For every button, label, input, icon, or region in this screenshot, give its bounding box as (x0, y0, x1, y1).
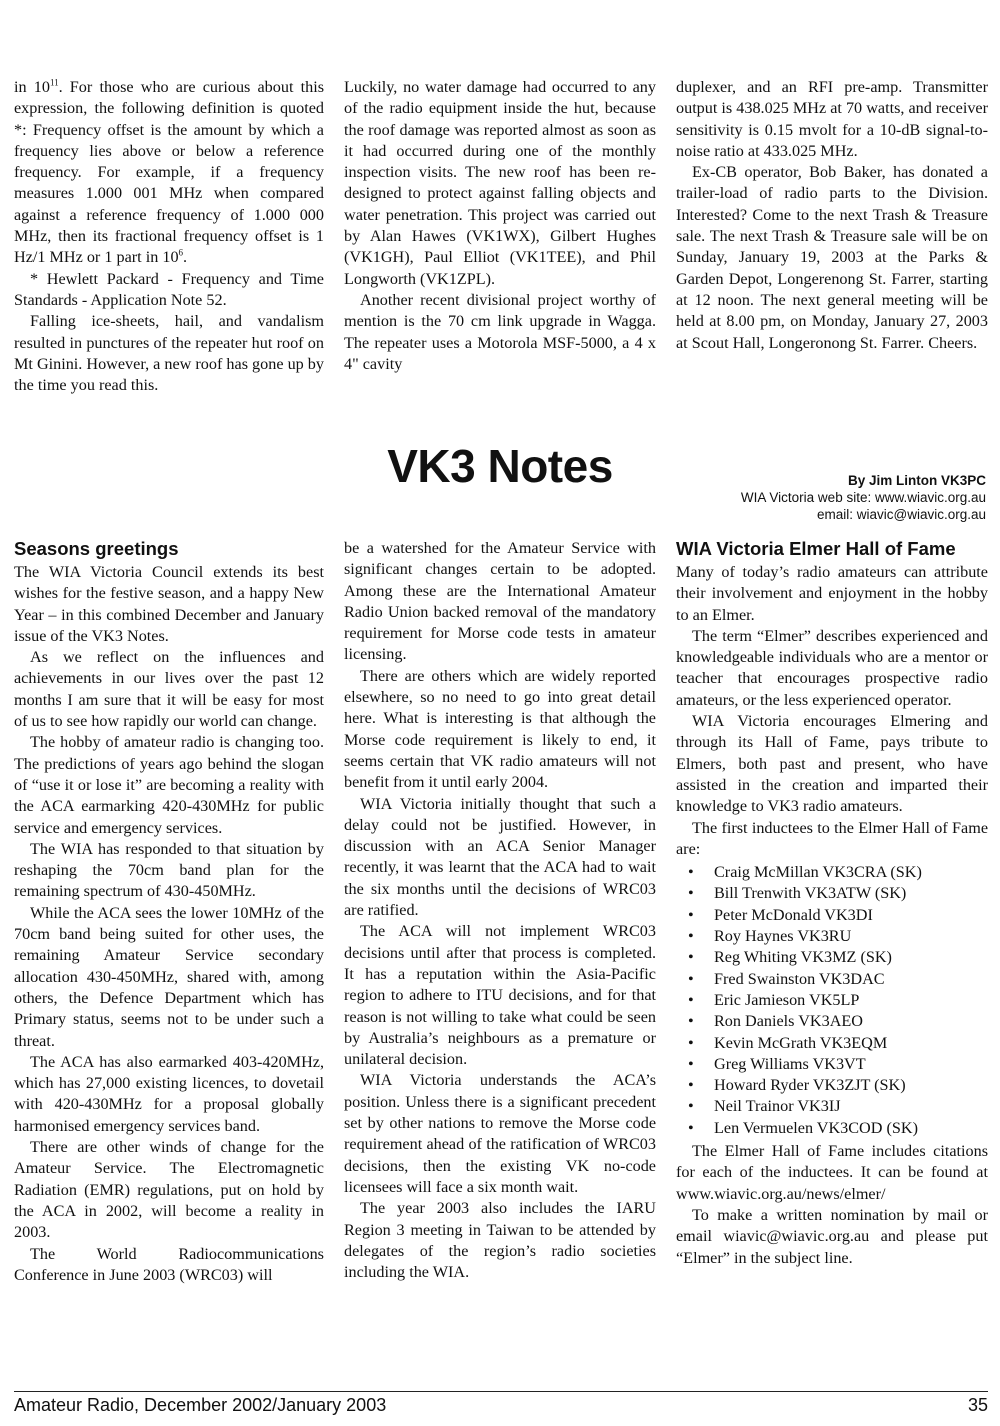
inductee-item (676, 1075, 988, 1096)
paragraph: The ACA has also earmarked 403-420MHz, which has 27,000 existing licences, to dovetail with 420-430MHz for a proposal globally harmonised emergency services band. (14, 1052, 324, 1135)
inductee-item (676, 862, 988, 883)
email-line: email: wiavic@wiavic.org.au (816, 507, 986, 522)
bullet-icon: • (688, 969, 694, 988)
inductee-name: Len Vermuelen VK3COD (SK) (714, 1118, 918, 1137)
bullet-icon: • (688, 1118, 694, 1137)
bullet-icon: • (688, 1054, 694, 1073)
inductee-item (676, 883, 988, 904)
paragraph: The Elmer Hall of Fame includes citations for each of the inductees. It can be found at www.wiavic.org.au/news/elmer/ (676, 1142, 988, 1203)
paragraph: * Hewlett Packard - Frequency and Time Standards - Application Note 52. (14, 269, 324, 309)
inductee-item (676, 1118, 988, 1139)
paragraph: To make a written nomination by mail or email wiavic@wiavic.org.au and please put “Elmer” in the subject line. (676, 1205, 988, 1267)
bullet-icon: • (688, 927, 694, 946)
paragraph: There are others which are widely reported elsewhere, so no need to go into great detail here. What is interesting is that although the Morse code requirement is likely to end, it seems certain that VK radio amateurs will not benefit from it until early 2004. (344, 666, 656, 792)
inductee-item (676, 990, 988, 1011)
footer-rule (14, 1391, 988, 1392)
inductee-name: Kevin McGrath VK3EQM (714, 1033, 888, 1052)
inductee-item (676, 905, 988, 926)
bullet-icon: • (688, 1097, 694, 1116)
inductee-item (676, 1054, 988, 1075)
paragraph: The year 2003 also includes the IARU Region 3 meeting in Taiwan to be attended by delegates of the region’s radio societies including the WIA. (344, 1199, 656, 1282)
paragraph: The WIA has responded to that situation by reshaping the 70cm band plan for the remaining spectrum of 430-450MHz. (14, 839, 324, 901)
paragraph: The term “Elmer” describes experienced and knowledgeable individuals who are a mentor or teacher that encourages prospective radio amateurs, or the less experienced operator. (676, 626, 988, 709)
paragraph: The ACA will not implement WRC03 decisions until after that process is completed. It has a reputation within the Asia-Pacific region to adhere to ITU decisions, and for that reason is not willing to take what could be seen by Australia’s neighbours as a premature or unilateral decision. (344, 922, 656, 1069)
website-line: WIA Victoria web site: www.wiavic.org.au (740, 490, 986, 505)
paragraph: Many of today’s radio amateurs can attribute their involvement and enjoyment in the hobby to an Elmer. (676, 563, 988, 624)
continued-column-3 (676, 77, 988, 354)
inductee-name: Howard Ryder VK3ZJT (SK) (714, 1076, 906, 1095)
section-heading: Seasons greetings (14, 538, 179, 559)
publication-title: Amateur Radio, December 2002/January 2003 (14, 1395, 387, 1415)
article-title: VK3 Notes (387, 440, 613, 492)
inductee-item (676, 1096, 988, 1117)
bullet-icon: • (688, 1033, 694, 1052)
continued-column-1 (14, 77, 324, 396)
inductee-item (676, 969, 988, 990)
paragraph: Falling ice-sheets, hail, and vandalism resulted in punctures of the repeater hut roof on Mt Ginini. However, a new roof has gone up by the time you read this. (14, 312, 324, 395)
bullet-icon: • (688, 990, 694, 1009)
inductee-name: Roy Haynes VK3RU (714, 927, 852, 946)
inductee-item (676, 1033, 988, 1054)
article-column-2 (344, 538, 656, 1283)
inductee-name: Eric Jamieson VK5LP (714, 990, 860, 1009)
bullet-icon: • (688, 863, 694, 882)
paragraph: WIA Victoria encourages Elmering and through its Hall of Fame, pays tribute to Elmers, both past and present, who have assisted in the creation and imparted their knowledge to VK3 radio amateurs. (676, 712, 988, 816)
author-name: By Jim Linton VK3PC (847, 473, 986, 488)
paragraph: WIA Victoria understands the ACA’s position. Unless there is a significant precedent set by other nations to remove the Morse code requirement ahead of the ratification of WRC03 decisions, then the existing VK no-code licensees will face a six month wait. (344, 1071, 656, 1196)
inductee-item (676, 926, 988, 947)
paragraph: The World Radiocommunications Conference in June 2003 (WRC03) will (14, 1244, 324, 1284)
paragraph: Another recent divisional project worthy of mention is the 70 cm link upgrade in Wagga. The repeater uses a Motorola MSF-5000, a 4 x 4" cavity (344, 290, 656, 373)
section-heading: WIA Victoria Elmer Hall of Fame (676, 538, 956, 559)
inductee-name: Bill Trenwith VK3ATW (SK) (714, 884, 907, 903)
paragraph: The WIA Victoria Council extends its best wishes for the festive season, and a happy New Year – in this combined December and January issue of the VK3 Notes. (14, 563, 324, 645)
article-column-1 (14, 538, 324, 1286)
paragraph: be a watershed for the Amateur Service with significant changes certain to be adopted. Among these are the International Amateur Radio Union backed removal of the mandatory requirement for Morse code tests in amateur licensing. (344, 539, 656, 664)
inductee-name: Ron Daniels VK3AEO (714, 1012, 863, 1031)
paragraph: WIA Victoria initially thought that such a delay could not be justified. However, in discussion with an ACA Senior Manager recently, it was learnt that the ACA had to wait the six months until the decisions of WRC03 are ratified. (344, 794, 656, 920)
paragraph: Ex-CB operator, Bob Baker, has donated a trailer-load of radio parts to the Division. Interested? Come to the next Trash & Treasure sale. The next Trash & Treasure sale will be on Sunday, January 19, 2003 at the Parks & Garden Depot, Longerenong St. Farrer, starting at 12 noon. The next general meeting will be held at 8.00 pm, on Monday, January 27, 2003 at Scout Hall, Longeronong St. Farrer. Cheers. (676, 163, 988, 352)
inductee-name: Fred Swainston VK3DAC (714, 969, 885, 988)
bullet-icon: • (688, 905, 694, 924)
paragraph: As we reflect on the influences and achievements in our lives over the past 12 months I am sure that it will be easy for most of us to see how rapidly our world can change. (14, 648, 324, 731)
paragraph: duplexer, and an RFI pre-amp. Transmitter output is 438.025 MHz at 70 watts, and receiver sensitivity is 0.15 mvolt for a 10-dB signal-to-noise ratio at 433.025 MHz. (676, 78, 988, 160)
paragraph: The first inductees to the Elmer Hall of Fame are: (676, 818, 988, 858)
paragraph: The hobby of amateur radio is changing too. The predictions of years ago behind the slogan of “use it or lose it” are becoming a reality with the ACA earmarking 420-430MHz for public service and emergency services. (14, 733, 324, 837)
inductee-name: Craig McMillan VK3CRA (SK) (714, 863, 922, 882)
page-number: 35 (967, 1395, 988, 1415)
byline (741, 472, 986, 523)
inductee-item (676, 947, 988, 968)
inductee-item (676, 1011, 988, 1032)
article-column-3 (676, 538, 988, 1269)
inductee-name: Peter McDonald VK3DI (714, 905, 873, 924)
paragraph: Luckily, no water damage had occurred to any of the radio equipment inside the hut, because the roof damage was reported almost as soon as it had occurred during one of the monthly inspection visits. The new roof has been re-designed to protect against falling objects and water penetration. This project was carried out by Alan Hawes (VK1WX), Gilbert Hughes (VK1GH), Paul Elliot (VK1TEE), and Phil Longworth (VK1ZPL). (344, 78, 656, 288)
continued-column-2 (344, 77, 656, 375)
bullet-icon: • (688, 884, 694, 903)
bullet-icon: • (688, 1012, 694, 1031)
inductee-name: Greg Williams VK3VT (714, 1054, 866, 1073)
paragraph: in $10^{11}$. For those who are curious about this expression, the following definition is quoted *: Frequency offset is the amount by which a frequency lies above or below a reference frequency. For example, if a frequency measures 1.000 001 MHz when compared against a reference frequency of 1.000 000 MHz, then its fractional frequency offset is 1 Hz/1 MHz or 1 part in $10^6$. (14, 77, 324, 267)
paragraph: There are other winds of change for the Amateur Service. The Electromagnetic Radiation (EMR) regulations, put on hold by the ACA in 2002, will become a reality in 2003. (14, 1138, 324, 1242)
paragraph: While the ACA sees the lower 10MHz of the 70cm band being suited for other uses, the remaining Amateur Service secondary allocation 430-450MHz, shared with, among others, the Defence Department which has Primary status, seems not to be under such a threat. (14, 903, 324, 1050)
bullet-icon: • (688, 1076, 694, 1095)
bullet-icon: • (688, 948, 694, 967)
inductee-list (676, 862, 988, 1139)
inductee-name: Reg Whiting VK3MZ (SK) (714, 948, 892, 967)
inductee-name: Neil Trainor VK3IJ (714, 1097, 841, 1116)
